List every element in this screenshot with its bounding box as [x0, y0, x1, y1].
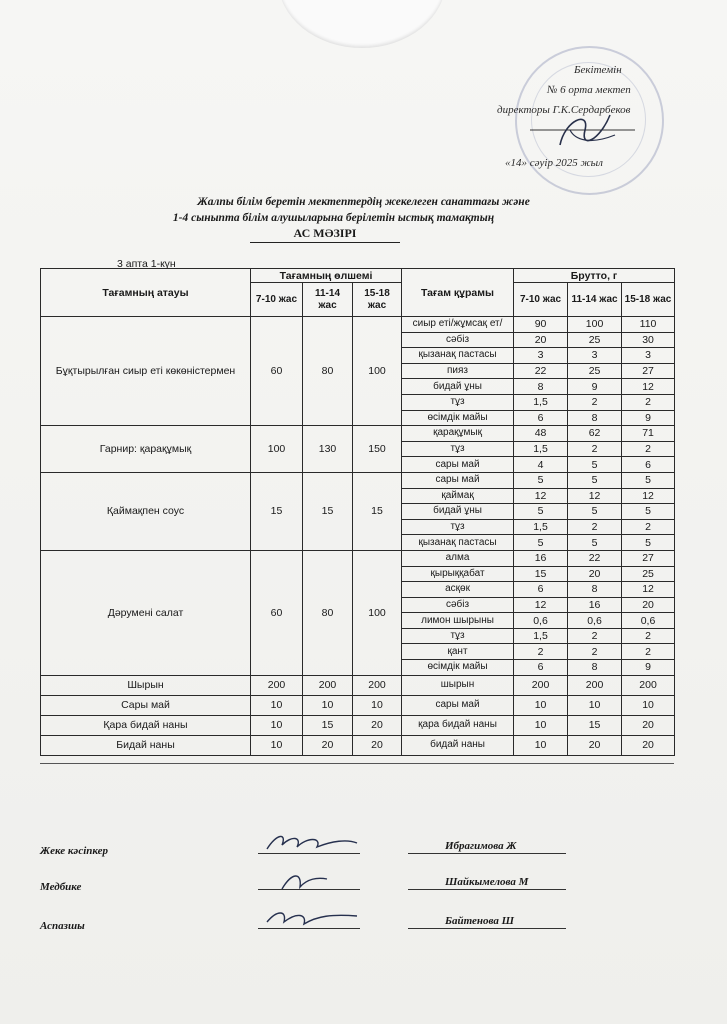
table-row [41, 550, 675, 566]
ingredient-name: қызанақ пастасы [402, 348, 514, 364]
signer-role: Медбике [40, 881, 82, 893]
gross-value: 1,5 [514, 519, 568, 535]
menu-body [41, 317, 675, 756]
ingredient-name: сәбіз [402, 332, 514, 348]
handwritten-signature [262, 906, 362, 932]
gross-value: 200 [568, 675, 622, 695]
ingredient-name: бидай ұны [402, 504, 514, 520]
gross-value: 27 [622, 363, 675, 379]
gross-value: 16 [568, 597, 622, 613]
portion-value: 15 [251, 472, 303, 550]
week-day-label: 3 апта 1-күн [117, 258, 176, 270]
gross-value: 12 [622, 488, 675, 504]
gross-value: 2 [622, 644, 675, 660]
gross-value: 5 [514, 535, 568, 551]
gross-value: 3 [622, 348, 675, 364]
header-portion-age-7-10: 7-10 жас [251, 283, 303, 317]
handwritten-signature [262, 831, 362, 857]
gross-value: 25 [568, 332, 622, 348]
portion-value: 80 [303, 550, 353, 675]
ingredient-name: бидай ұны [402, 379, 514, 395]
menu-title: АС МӘЗІРІ [250, 226, 400, 243]
ingredient-name: сары май [402, 695, 514, 715]
header-gross-age-7-10: 7-10 жас [514, 283, 568, 317]
ingredient-name: шырын [402, 675, 514, 695]
signer-name: Шайкымелова М [445, 876, 529, 888]
ingredient-name: қант [402, 644, 514, 660]
portion-value: 60 [251, 550, 303, 675]
ingredient-name: қырыққабат [402, 566, 514, 582]
gross-value: 8 [568, 582, 622, 598]
dish-name: Сары май [41, 695, 251, 715]
ingredient-name: қара бидай наны [402, 715, 514, 735]
portion-value: 10 [251, 695, 303, 715]
portion-value: 10 [303, 695, 353, 715]
handwritten-signature [262, 867, 362, 893]
gross-value: 5 [622, 504, 675, 520]
gross-value: 2 [622, 628, 675, 644]
table-row [41, 317, 675, 333]
gross-value: 30 [622, 332, 675, 348]
ingredient-name: тұз [402, 519, 514, 535]
gross-value: 2 [514, 644, 568, 660]
header-portion-age-15-18: 15-18 жас [353, 283, 402, 317]
portion-value: 200 [251, 675, 303, 695]
table-row [41, 735, 675, 755]
ingredient-name: бидай наны [402, 735, 514, 755]
gross-value: 2 [622, 441, 675, 457]
ingredient-name: лимон шырыны [402, 613, 514, 629]
gross-value: 12 [622, 582, 675, 598]
gross-value: 22 [568, 550, 622, 566]
ingredient-name: қарақұмық [402, 426, 514, 442]
signer-name: Байтенова Ш [445, 915, 514, 927]
gross-value: 15 [514, 566, 568, 582]
gross-value: 20 [568, 566, 622, 582]
header-gross-age-15-18: 15-18 жас [622, 283, 675, 317]
heading-line-1: Жалпы білім беретін мектептердің жекелеген санаттағы және [197, 196, 530, 208]
gross-value: 16 [514, 550, 568, 566]
header-gross-age-11-14: 11-14 жас [568, 283, 622, 317]
gross-value: 2 [568, 644, 622, 660]
gross-value: 2 [568, 394, 622, 410]
gross-value: 9 [568, 379, 622, 395]
menu-table [40, 268, 675, 756]
gross-value: 6 [514, 582, 568, 598]
ingredient-name: пияз [402, 363, 514, 379]
ingredient-name: сары май [402, 457, 514, 473]
gross-value: 2 [568, 628, 622, 644]
header-composition: Тағам құрамы [402, 269, 514, 317]
name-line [408, 889, 566, 890]
gross-value: 1,5 [514, 441, 568, 457]
portion-value: 100 [251, 426, 303, 473]
gross-value: 20 [622, 735, 675, 755]
dish-name: Дәрумені салат [41, 550, 251, 675]
portion-value: 130 [303, 426, 353, 473]
gross-value: 0,6 [622, 613, 675, 629]
gross-value: 0,6 [514, 613, 568, 629]
gross-value: 20 [568, 735, 622, 755]
gross-value: 12 [514, 597, 568, 613]
gross-value: 3 [514, 348, 568, 364]
gross-value: 12 [568, 488, 622, 504]
ingredient-name: тұз [402, 628, 514, 644]
portion-value: 20 [353, 715, 402, 735]
ingredient-name: сиыр еті/жұмсақ ет/ [402, 317, 514, 333]
table-row [41, 426, 675, 442]
portion-value: 15 [353, 472, 402, 550]
signer-name: Ибрагимова Ж [445, 840, 517, 852]
header-portion-age-11-14: 11-14 жас [303, 283, 353, 317]
gross-value: 1,5 [514, 628, 568, 644]
gross-value: 100 [568, 317, 622, 333]
header-dish-name: Тағамның атауы [41, 269, 251, 317]
approval-approve: Бекітемін [574, 64, 622, 76]
bottom-rule [40, 763, 674, 764]
gross-value: 9 [622, 660, 675, 676]
gross-value: 8 [514, 379, 568, 395]
gross-value: 2 [622, 519, 675, 535]
gross-value: 25 [622, 566, 675, 582]
ingredient-name: өсімдік майы [402, 410, 514, 426]
gross-value: 0,6 [568, 613, 622, 629]
gross-value: 110 [622, 317, 675, 333]
gross-value: 90 [514, 317, 568, 333]
ingredient-name: қызанақ пастасы [402, 535, 514, 551]
header-portion: Тағамның өлшемі [251, 269, 402, 283]
gross-value: 10 [514, 695, 568, 715]
gross-value: 6 [514, 660, 568, 676]
gross-value: 48 [514, 426, 568, 442]
portion-value: 60 [251, 317, 303, 426]
approval-school: № 6 орта мектеп [547, 84, 631, 96]
portion-value: 15 [303, 715, 353, 735]
gross-value: 10 [514, 715, 568, 735]
gross-value: 5 [568, 457, 622, 473]
gross-value: 2 [568, 519, 622, 535]
gross-value: 71 [622, 426, 675, 442]
approval-date: «14» сәуір 2025 жыл [505, 157, 603, 169]
gross-value: 62 [568, 426, 622, 442]
portion-value: 150 [353, 426, 402, 473]
gross-value: 12 [514, 488, 568, 504]
ingredient-name: тұз [402, 441, 514, 457]
director-signature [520, 100, 640, 160]
dish-name: Бидай наны [41, 735, 251, 755]
table-row [41, 695, 675, 715]
gross-value: 200 [622, 675, 675, 695]
gross-value: 27 [622, 550, 675, 566]
portion-value: 100 [353, 550, 402, 675]
gross-value: 8 [568, 410, 622, 426]
dish-name: Қаймақпен соус [41, 472, 251, 550]
gross-value: 9 [622, 410, 675, 426]
portion-value: 80 [303, 317, 353, 426]
gross-value: 20 [514, 332, 568, 348]
approval-director: директоры Г.К.Сердарбеков [497, 104, 631, 116]
gross-value: 5 [568, 472, 622, 488]
gross-value: 10 [568, 695, 622, 715]
ingredient-name: өсімдік майы [402, 660, 514, 676]
portion-value: 10 [251, 735, 303, 755]
ingredient-name: қаймақ [402, 488, 514, 504]
gross-value: 5 [622, 472, 675, 488]
signer-role: Жеке кәсіпкер [40, 845, 109, 857]
portion-value: 10 [251, 715, 303, 735]
dish-name: Қара бидай наны [41, 715, 251, 735]
name-line [408, 928, 566, 929]
gross-value: 10 [622, 695, 675, 715]
heading-line-2: 1-4 сыныпта білім алушыларына берілетін ыстық тамақтың [172, 212, 495, 224]
gross-value: 15 [568, 715, 622, 735]
gross-value: 8 [568, 660, 622, 676]
gross-value: 10 [514, 735, 568, 755]
gross-value: 5 [568, 504, 622, 520]
gross-value: 5 [514, 504, 568, 520]
signer-role: Аспазшы [40, 920, 85, 932]
ingredient-name: алма [402, 550, 514, 566]
gross-value: 3 [568, 348, 622, 364]
gross-value: 22 [514, 363, 568, 379]
dish-name: Гарнир: қарақұмық [41, 426, 251, 473]
gross-value: 6 [622, 457, 675, 473]
gross-value: 12 [622, 379, 675, 395]
portion-value: 200 [303, 675, 353, 695]
gross-value: 20 [622, 597, 675, 613]
gross-value: 4 [514, 457, 568, 473]
portion-value: 20 [303, 735, 353, 755]
dish-name: Шырын [41, 675, 251, 695]
dish-name: Бұқтырылған сиыр еті көкөністермен [41, 317, 251, 426]
gross-value: 5 [568, 535, 622, 551]
ingredient-name: сары май [402, 472, 514, 488]
table-row [41, 472, 675, 488]
portion-value: 200 [353, 675, 402, 695]
gross-value: 200 [514, 675, 568, 695]
gross-value: 6 [514, 410, 568, 426]
ingredient-name: сәбіз [402, 597, 514, 613]
gross-value: 5 [514, 472, 568, 488]
portion-value: 100 [353, 317, 402, 426]
name-line [408, 853, 566, 854]
gross-value: 25 [568, 363, 622, 379]
gross-value: 5 [622, 535, 675, 551]
gross-value: 20 [622, 715, 675, 735]
gross-value: 1,5 [514, 394, 568, 410]
table-row [41, 675, 675, 695]
header-gross: Брутто, г [514, 269, 675, 283]
portion-value: 15 [303, 472, 353, 550]
portion-value: 20 [353, 735, 402, 755]
ingredient-name: тұз [402, 394, 514, 410]
gross-value: 2 [568, 441, 622, 457]
ingredient-name: асқөк [402, 582, 514, 598]
table-row [41, 715, 675, 735]
portion-value: 10 [353, 695, 402, 715]
gross-value: 2 [622, 394, 675, 410]
